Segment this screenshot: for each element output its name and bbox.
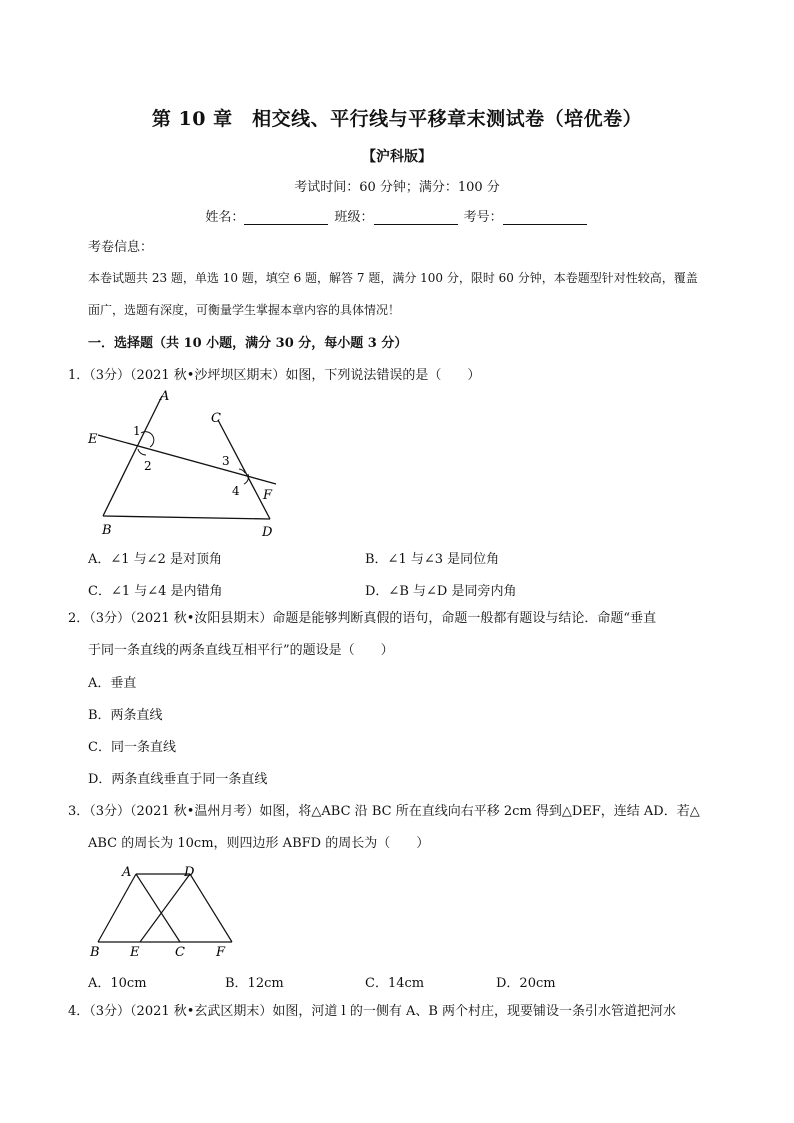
q1-label-1: 1 bbox=[133, 424, 141, 438]
q3-line-de bbox=[140, 874, 190, 942]
q2-option-d[interactable]: D．两条直线垂直于同一条直线 bbox=[88, 772, 268, 787]
q1-label-a: A bbox=[160, 389, 170, 404]
q1-option-b[interactable]: B．∠1 与∠3 是同位角 bbox=[365, 552, 500, 567]
page-title: 第 10 章 相交线、平行线与平移章末测试卷（培优卷） bbox=[151, 108, 643, 130]
q2-option-b[interactable]: B．两条直线 bbox=[88, 708, 163, 723]
q2-option-a[interactable]: A．垂直 bbox=[88, 676, 137, 691]
q3-stem-line-1: 3．（3分）（2021 秋•温州月考）如图，将△ABC 沿 BC 所在直线向右平移 2cm 得到△DEF，连结 AD．若△ bbox=[68, 804, 700, 819]
q3-label-d: D bbox=[184, 865, 195, 880]
q1-angle-arc-2 bbox=[138, 449, 146, 455]
q3-option-a[interactable]: A．10cm bbox=[88, 976, 147, 991]
q1-option-d[interactable]: D．∠B 与∠D 是同旁内角 bbox=[365, 584, 517, 599]
q1-label-4: 4 bbox=[232, 484, 240, 498]
q2-option-c[interactable]: C．同一条直线 bbox=[88, 740, 176, 755]
q1-option-a[interactable]: A．∠1 与∠2 是对顶角 bbox=[88, 552, 222, 567]
q1-label-c: C bbox=[211, 411, 221, 426]
q3-line-ac bbox=[136, 874, 180, 942]
q1-label-e: E bbox=[88, 432, 98, 447]
info-line-1: 本卷试题共 23 题，单选 10 题，填空 6 题，解答 7 题，满分 100 分，限时 60 分钟，本卷题型针对性较高，覆盖 bbox=[88, 271, 698, 285]
q1-line-cd bbox=[218, 420, 270, 519]
q1-line-bd bbox=[103, 516, 270, 519]
q2-stem-line-2: 于同一条直线的两条直线互相平行”的题设是（ ） bbox=[88, 643, 394, 658]
info-heading: 考卷信息： bbox=[88, 240, 154, 255]
q1-line-ab bbox=[103, 396, 162, 516]
q3-label-f: F bbox=[216, 945, 226, 960]
q4-stem: 4．（3分）（2021 秋•玄武区期末）如图，河道 l 的一侧有 A、B 两个村庄，现要铺设一条引水管道把河水 bbox=[68, 1004, 677, 1019]
q3-line-df bbox=[190, 874, 232, 942]
q3-option-b[interactable]: B．12cm bbox=[225, 976, 284, 991]
class-label: 班级： bbox=[334, 210, 374, 225]
q1-stem: 1．（3分）（2021 秋•沙坪坝区期末）如图，下列说法错误的是（ ） bbox=[68, 368, 481, 383]
exam-info: 考试时间：60 分钟；满分：100 分 bbox=[294, 180, 500, 195]
q3-label-c: C bbox=[175, 945, 185, 960]
section-1-heading: 一．选择题（共 10 小题，满分 30 分，每小题 3 分） bbox=[88, 336, 408, 351]
q3-line-ab bbox=[98, 874, 136, 942]
q1-label-2: 2 bbox=[144, 459, 152, 473]
q3-stem-line-2: ABC 的周长为 10cm，则四边形 ABFD 的周长为（ ） bbox=[88, 836, 430, 851]
q3-option-d[interactable]: D．20cm bbox=[496, 976, 556, 991]
student-fields bbox=[0, 206, 794, 225]
q2-stem-line-1: 2．（3分）（2021 秋•汝阳县期末）命题是能够判断真假的语句，命题一般都有题设与结论．命题“垂直 bbox=[68, 611, 657, 626]
edition-label: 【沪科版】 bbox=[362, 149, 432, 165]
q3-option-c[interactable]: C．14cm bbox=[365, 976, 425, 991]
class-blank[interactable] bbox=[374, 212, 458, 225]
q1-label-b: B bbox=[102, 523, 112, 538]
id-blank[interactable] bbox=[503, 212, 587, 225]
q3-label-e: E bbox=[130, 945, 140, 960]
name-blank[interactable] bbox=[244, 212, 328, 225]
name-label: 姓名： bbox=[205, 210, 245, 225]
id-label: 考号： bbox=[463, 210, 503, 225]
q1-label-f: F bbox=[263, 488, 273, 503]
q1-label-3: 3 bbox=[222, 454, 230, 468]
q3-label-b: B bbox=[90, 945, 100, 960]
q1-line-ef bbox=[98, 435, 276, 484]
info-line-2: 面广，选题有深度，可衡量学生掌握本章内容的具体情况！ bbox=[88, 303, 401, 317]
q3-label-a: A bbox=[122, 865, 132, 880]
q1-option-c[interactable]: C．∠1 与∠4 是内错角 bbox=[88, 584, 223, 599]
q1-figure bbox=[80, 388, 290, 543]
q3-figure bbox=[86, 862, 246, 962]
q1-label-d: D bbox=[262, 525, 273, 540]
